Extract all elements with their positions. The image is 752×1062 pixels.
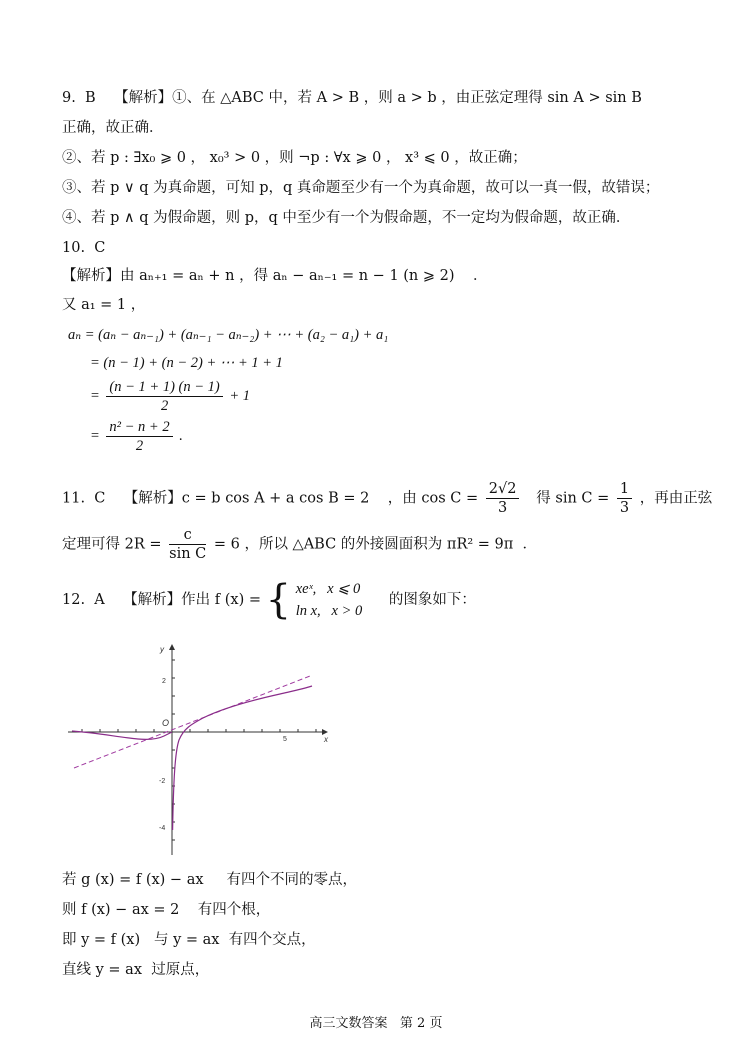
q11-fraction-2-num: 1 <box>617 480 632 499</box>
page-footer: 高三文数答案 第 2 页 <box>309 1016 443 1031</box>
q10-equation-4 <box>90 418 183 455</box>
q11-fraction-1-num: 2√2 <box>486 480 520 499</box>
q12-line-b: 则 f (x) − ax = 2 有四个根， <box>62 902 271 918</box>
q10-header: 10. C <box>62 240 106 256</box>
x-axis-label: x <box>324 735 328 744</box>
q11-fraction-1 <box>486 480 520 517</box>
eq4-denominator: 2 <box>135 438 144 454</box>
q11-line2-part-2: = 6 ，所以 △ABC 的外接圆面积为 πR² = 9π ． <box>213 536 538 553</box>
eq4-fraction <box>106 418 172 455</box>
q11-fraction-2-den: 3 <box>619 500 630 516</box>
dashed-line-y-ax <box>74 676 310 768</box>
q12-part-2: 的图象如下： <box>388 592 476 608</box>
q10-equation-3 <box>90 378 250 415</box>
piecewise-cases <box>296 578 363 622</box>
q12-line-d: 直线 y = ax 过原点， <box>62 962 210 978</box>
q11-part-3: ，再由正弦 <box>639 490 713 507</box>
tick-label-x-5: 5 <box>283 736 287 743</box>
q9-line-3: ②、若 p : ∃x₀ ⩾ 0 ， x₀³ > 0 ，则 ¬p : ∀x ⩾ 0 ， x³ ⩽ 0 ，故正确； <box>62 150 527 166</box>
origin-label: O <box>162 718 170 728</box>
q10-line-2: 又 a₁ = 1 ， <box>62 297 146 313</box>
tick-label-y-neg2: -2 <box>159 778 166 785</box>
y-axis-label: y <box>160 645 164 654</box>
q11-part-2: 得 sin C = <box>527 490 610 507</box>
q9-line-1: 9. B 【解析】①、在 △ABC 中，若 A > B ，则 a > b ，由正弦定理得 sin A > sin B <box>62 90 642 106</box>
q10-equation-1: aₙ = (aₙ − aₙ₋₁) + (aₙ₋₁ − aₙ₋₂) + ⋯ + (a₂ − a₁) + a₁ <box>68 327 389 343</box>
tick-label-y-2: 2 <box>162 678 166 685</box>
q9-line-5: ④、若 p ∧ q 为假命题，则 p，q 中至少有一个为假命题，不一定均为假命题，故正确． <box>62 210 631 226</box>
piecewise-case-1: xeˣ, x ⩽ 0 <box>295 581 361 597</box>
q11-part-1: 11. C 【解析】c = b cos A + a cos B = 2 ，由 cos C = <box>62 490 479 507</box>
q12-line-a: 若 g (x) = f (x) − ax 有四个不同的零点， <box>62 872 358 888</box>
q11-line-1 <box>62 480 712 517</box>
function-graph <box>58 640 338 860</box>
eq3-fraction <box>106 378 222 415</box>
q9-line-4: ③、若 p ∨ q 为真命题，可知 p，q 真命题至少有一个为真命题，故可以一真一假，故错误； <box>62 180 660 196</box>
eq3-suffix: + 1 <box>229 387 251 404</box>
curve-lnx-branch <box>173 686 312 830</box>
q10-equation-2: = (n − 1) + (n − 2) + ⋯ + 1 + 1 <box>90 355 283 371</box>
tick-label-y-neg4: -4 <box>159 825 166 832</box>
eq3-equals: = <box>90 387 100 404</box>
q11-line2-part-1: 定理可得 2R = <box>62 536 162 553</box>
eq4-equals: = <box>90 427 100 444</box>
q11-fraction-3-den: sin C <box>169 546 207 562</box>
eq4-suffix: . <box>179 427 183 444</box>
y-axis-arrow <box>169 644 175 650</box>
q11-fraction-3-num: c <box>169 526 206 545</box>
q11-fraction-3 <box>169 526 206 563</box>
q9-line-2: 正确，故正确． <box>62 120 164 136</box>
q11-line-2 <box>62 526 537 563</box>
eq3-denominator: 2 <box>160 398 169 414</box>
q11-fraction-2 <box>617 480 632 517</box>
q10-line-1: 【解析】由 aₙ₊₁ = aₙ + n ，得 aₙ − aₙ₋₁ = n − 1 (n ⩾ 2) ． <box>62 268 488 284</box>
piecewise-case-2: ln x, x > 0 <box>295 603 363 619</box>
piecewise-brace: { <box>265 577 292 623</box>
q12-part-1: 12. A 【解析】作出 f (x) = <box>62 592 262 608</box>
q12-line-c: 即 y = f (x) 与 y = ax 有四个交点， <box>62 932 316 948</box>
q12-line-1 <box>62 578 476 622</box>
eq3-numerator: (n − 1 + 1) (n − 1) <box>106 378 222 397</box>
eq4-numerator: n² − n + 2 <box>106 418 172 437</box>
q11-fraction-1-den: 3 <box>497 500 508 516</box>
